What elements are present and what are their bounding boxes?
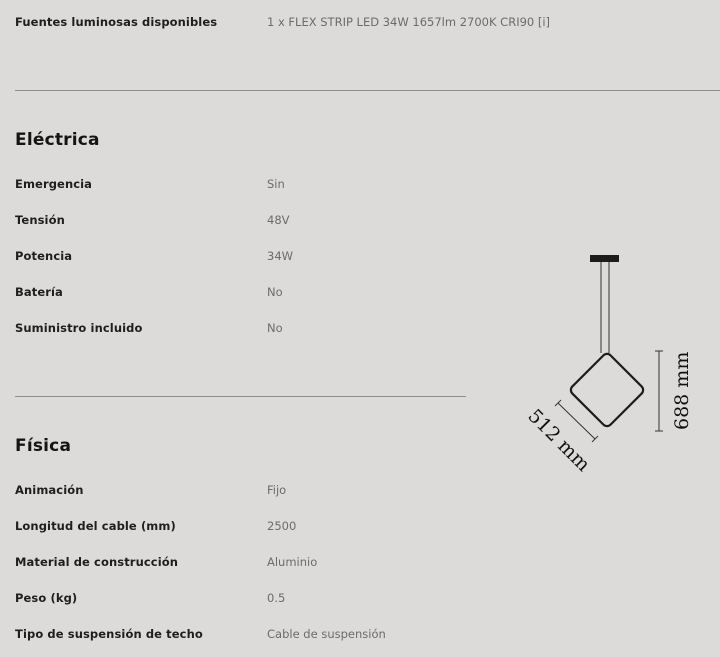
section-title-fisica: Física bbox=[15, 436, 72, 456]
spec-label: Tensión bbox=[15, 213, 65, 227]
spec-value: Fijo bbox=[267, 483, 287, 497]
section-divider bbox=[15, 90, 720, 91]
spec-label: Suministro incluido bbox=[15, 321, 143, 335]
spec-row bbox=[15, 588, 465, 608]
spec-row bbox=[15, 552, 465, 572]
section-title-electrica: Eléctrica bbox=[15, 130, 100, 150]
section-divider bbox=[15, 396, 466, 397]
spec-value: 34W bbox=[267, 249, 294, 263]
spec-row bbox=[15, 246, 465, 266]
lamp-frame bbox=[569, 352, 645, 428]
lamp-dimension-diagram bbox=[500, 245, 720, 485]
spec-label: Peso (kg) bbox=[15, 591, 78, 605]
spec-value: 0.5 bbox=[267, 591, 286, 605]
spec-value: No bbox=[267, 321, 283, 335]
spec-label: Tipo de suspensión de techo bbox=[15, 627, 203, 641]
spec-row bbox=[15, 516, 465, 536]
spec-label: Potencia bbox=[15, 249, 73, 263]
spec-label: Material de construcción bbox=[15, 555, 179, 569]
spec-row bbox=[15, 624, 465, 644]
spec-row bbox=[15, 318, 465, 338]
spec-label: Batería bbox=[15, 285, 63, 299]
spec-value: No bbox=[267, 285, 283, 299]
spec-label: Emergencia bbox=[15, 177, 93, 191]
width-dimension-label: 512 mm bbox=[523, 404, 595, 476]
spec-row bbox=[15, 480, 465, 500]
spec-value: 2500 bbox=[267, 519, 297, 533]
height-dimension-label: 688 mm bbox=[671, 351, 693, 430]
spec-row bbox=[15, 282, 465, 302]
spec-label: Animación bbox=[15, 483, 84, 497]
ceiling-canopy bbox=[590, 255, 619, 262]
spec-value: Aluminio bbox=[267, 555, 318, 569]
spec-label: Longitud del cable (mm) bbox=[15, 519, 176, 533]
spec-row bbox=[15, 210, 465, 230]
spec-value: 1 x FLEX STRIP LED 34W 1657lm 2700K CRI90 [i] bbox=[267, 15, 551, 29]
spec-row-light-sources bbox=[15, 12, 715, 32]
spec-row bbox=[15, 174, 465, 194]
spec-value: Sin bbox=[267, 177, 285, 191]
spec-label: Fuentes luminosas disponibles bbox=[15, 15, 218, 29]
spec-value: 48V bbox=[267, 213, 290, 227]
spec-value: Cable de suspensión bbox=[267, 627, 386, 641]
